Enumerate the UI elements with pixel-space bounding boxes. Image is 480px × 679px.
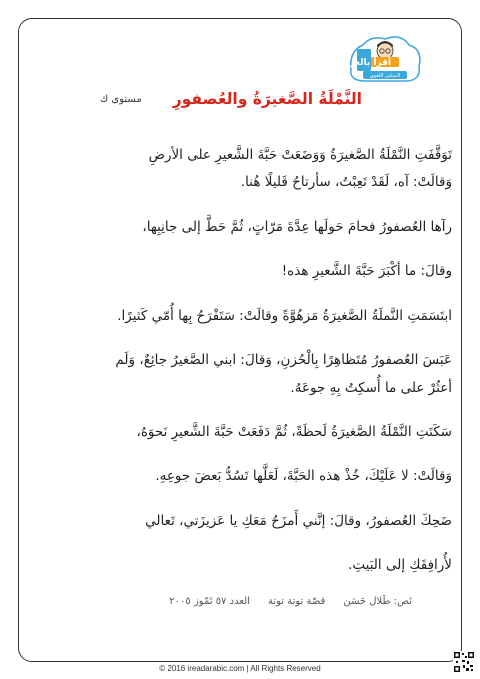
story-line-8: سَكَتَتِ النَّمْلَةُ الصَّغيرَةُ لَحظَةً، ثُمَّ دَفَعَتْ حَبَّةَ الشَّعيرِ نَحوَهُ، [136, 424, 452, 440]
story-title: النَّمْلَةُ الصَّغيرَةُ والعُصفورِ [172, 90, 362, 108]
story-line-4: وقالَ: ما أكْبَرَ حَبَّةَ الشَّعيرِ هذه! [281, 263, 452, 279]
credit-source: قصّة توتة توتة [267, 596, 326, 607]
story-line-10: ضَحِكَ العُصفورُ، وقالَ: إنَّني أَمزَحُ مَعَكِ يا عَزيزَتي، تَعالي [145, 513, 452, 529]
story-credit [169, 596, 412, 607]
title-row [100, 86, 362, 112]
logo-subtext: التمكين اللغوي [369, 73, 401, 79]
credit-author: نَص: طَلال حَسَن [343, 596, 412, 607]
qr-code-icon [453, 651, 475, 673]
story-line-7: أعثُرْ على ما أُسكِتُ بِهِ جوعَهُ. [290, 380, 452, 396]
story-line-11: لأُرافِقَكِ إلى البَيتِ. [348, 557, 452, 573]
story-line-6: عَبَسَ العُصفورُ مُتَظاهِرًا بِالْحُزنِ، وَقالَ: ابني الصَّغيرُ جائِعٌ، وَلَم [115, 352, 452, 368]
copyright-footer: © 2016 ireadarabic.com | All Rights Reserved [159, 664, 321, 673]
credit-issue: العدد ٥٧ تَمّوز ٢٠٠٥ [169, 596, 250, 607]
story-line-9: وَقالَتْ: لا عَلَيْكَ، خُذْ هذه الحَبَّةَ، لَعَلَّها تَسُدُّ بَعضَ جوعِهِ. [155, 468, 452, 484]
story-line-3: رآها العُصفورُ فحامَ حَولَها عِدَّةَ مَرّاتٍ، ثُمَّ حَطَّ إلى جانِبِها، [142, 219, 452, 235]
level-label: مستوى ك [100, 93, 142, 105]
story-line-5: ابتَسَمَتِ النَّملَةُ الصَّغيرَةُ مَزهُوَّةً وقالَتْ: سَتَفْرَحُ بِها أُمّي كَثيرًا. [117, 308, 452, 324]
story-line-1: تَوَقَّفَتِ النَّمْلَةُ الصَّغيرَةُ وَوَضَعَتْ حَبَّةَ الشَّعيرِ على الأرضِ [148, 147, 452, 163]
story-line-2: وَقالَتْ: آه، لَقَدْ تَعِبْتُ، سأرتاحُ قَليلًا هُنا. [240, 174, 452, 190]
logo-main-text: أقرأ بالعربية [336, 58, 392, 68]
iread-arabic-logo [336, 29, 425, 91]
